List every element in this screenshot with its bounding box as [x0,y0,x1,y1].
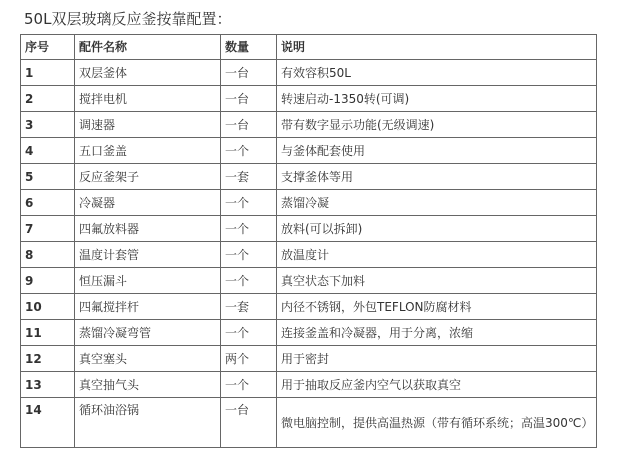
part-quantity: 一台 [221,112,277,138]
row-number: 5 [21,164,75,190]
header-description: 说明 [277,35,597,60]
table-row [21,190,597,216]
row-number: 3 [21,112,75,138]
configuration-table [20,34,597,448]
part-description: 放温度计 [277,242,597,268]
part-quantity: 一台 [221,60,277,86]
row-number: 13 [21,372,75,398]
header-part-name: 配件名称 [75,35,221,60]
part-description: 有效容积50L [277,60,597,86]
row-number: 2 [21,86,75,112]
row-number: 14 [21,398,75,448]
part-description: 转速启动-1350转(可调) [277,86,597,112]
part-quantity: 一套 [221,164,277,190]
table-row [21,242,597,268]
table-row [21,86,597,112]
part-name: 恒压漏斗 [75,268,221,294]
part-name: 五口釜盖 [75,138,221,164]
part-name: 调速器 [75,112,221,138]
part-description: 支撑釜体等用 [277,164,597,190]
part-name: 四氟放料器 [75,216,221,242]
table-row [21,372,597,398]
row-number: 10 [21,294,75,320]
part-quantity: 一套 [221,294,277,320]
table-row [21,60,597,86]
part-quantity: 一个 [221,268,277,294]
part-name: 循环油浴锅 [75,398,221,448]
table-row [21,320,597,346]
row-number: 1 [21,60,75,86]
part-quantity: 两个 [221,346,277,372]
table-row [21,216,597,242]
part-name: 冷凝器 [75,190,221,216]
table-row [21,112,597,138]
part-quantity: 一台 [221,398,277,448]
row-number: 12 [21,346,75,372]
part-description: 用于密封 [277,346,597,372]
part-name: 温度计套管 [75,242,221,268]
row-number: 8 [21,242,75,268]
part-quantity: 一台 [221,86,277,112]
part-name: 四氟搅拌杆 [75,294,221,320]
row-number: 4 [21,138,75,164]
part-description: 用于抽取反应釜内空气以获取真空 [277,372,597,398]
part-name: 真空抽气头 [75,372,221,398]
part-name: 双层釜体 [75,60,221,86]
part-quantity: 一个 [221,138,277,164]
part-description: 连接釜盖和冷凝器，用于分离，浓缩 [277,320,597,346]
part-description: 真空状态下加料 [277,268,597,294]
header-quantity: 数量 [221,35,277,60]
part-quantity: 一个 [221,190,277,216]
part-name: 搅拌电机 [75,86,221,112]
part-name: 反应釜架子 [75,164,221,190]
row-number: 6 [21,190,75,216]
part-description: 内径不锈钢，外包TEFLON防腐材料 [277,294,597,320]
part-quantity: 一个 [221,242,277,268]
part-description: 微电脑控制，提供高温热源（带有循环系统；高温300℃） [277,398,597,448]
row-number: 7 [21,216,75,242]
part-description: 放料(可以拆卸) [277,216,597,242]
table-row [21,346,597,372]
table-row [21,398,597,448]
part-description: 与釜体配套使用 [277,138,597,164]
header-serial-number: 序号 [21,35,75,60]
row-number: 11 [21,320,75,346]
part-description: 带有数字显示功能(无级调速) [277,112,597,138]
part-quantity: 一个 [221,216,277,242]
row-number: 9 [21,268,75,294]
document-title: 50L双层玻璃反应釜按靠配置： [24,10,232,28]
part-quantity: 一个 [221,372,277,398]
table-row [21,294,597,320]
table-row [21,138,597,164]
table-row [21,268,597,294]
part-description: 蒸馏冷凝 [277,190,597,216]
table-header-row [21,35,597,60]
part-name: 蒸馏冷凝弯管 [75,320,221,346]
part-quantity: 一个 [221,320,277,346]
part-name: 真空塞头 [75,346,221,372]
table-row [21,164,597,190]
